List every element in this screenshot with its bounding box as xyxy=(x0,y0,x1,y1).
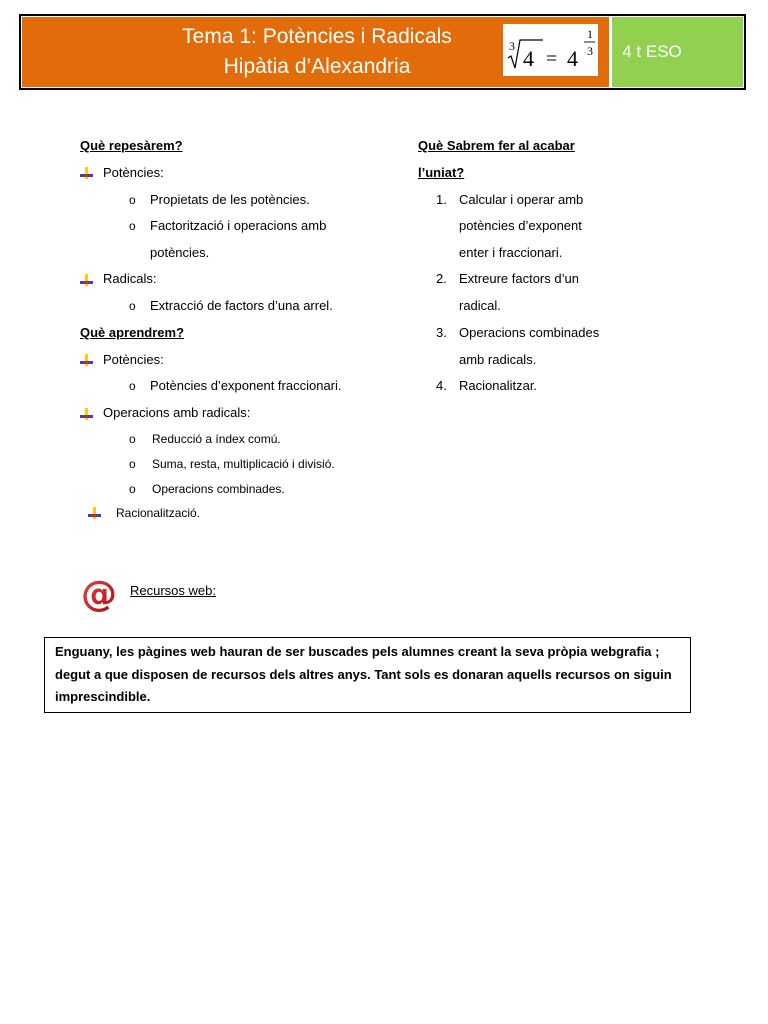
learn-subitem: Operacions combinades. xyxy=(152,482,285,496)
learn-item-label: Potències: xyxy=(103,352,164,367)
bullet-icon xyxy=(80,274,93,286)
formula-equals: = xyxy=(546,48,558,70)
page-title: Tema 1: Potències i Radicals xyxy=(182,25,452,48)
web-resources-link[interactable]: Recursos web: xyxy=(130,583,216,598)
goals-heading-cont: l’uniat? xyxy=(418,165,465,180)
circle-bullet: o xyxy=(129,219,136,233)
formula-radicand: 4 xyxy=(523,46,534,71)
bullet-icon xyxy=(80,408,93,420)
learn-subitem: Reducció a índex comú. xyxy=(152,432,281,446)
learn-item-label: Racionalització. xyxy=(116,506,201,520)
circle-bullet: o xyxy=(129,299,136,313)
goal-text: radical. xyxy=(459,298,501,313)
grade-label: 4 t ESO xyxy=(622,42,682,61)
circle-bullet: o xyxy=(129,193,136,207)
at-sign-glyph: @ xyxy=(81,576,117,612)
review-item-label: Radicals: xyxy=(103,271,157,286)
goals-heading: Què Sabrem fer al acabar xyxy=(418,138,575,153)
goal-number: 4. xyxy=(436,378,447,393)
bullet-icon xyxy=(80,354,93,366)
note-line: degut a que disposen de recursos dels altres anys. Tant sols es donaran aquells recursos on siguin xyxy=(55,666,672,682)
circle-bullet: o xyxy=(129,457,136,471)
page-subtitle: Hipàtia d’Alexandria xyxy=(223,55,411,78)
learn-item-label: Operacions amb radicals: xyxy=(103,405,251,420)
bullet-icon xyxy=(80,167,93,179)
note-line: imprescindible. xyxy=(55,689,151,704)
goal-text: potències d’exponent xyxy=(459,218,582,233)
formula-base: 4 xyxy=(567,46,578,71)
review-subitem: Extracció de factors d’una arrel. xyxy=(150,298,333,313)
goal-number: 3. xyxy=(436,325,447,340)
formula-image xyxy=(503,24,598,76)
goal-text: Operacions combinades xyxy=(459,325,600,340)
bullet-icon xyxy=(88,507,101,519)
review-subitem: potències. xyxy=(150,245,210,260)
formula-root-index: 3 xyxy=(509,39,515,53)
formula-exp-num: 1 xyxy=(587,27,593,41)
goal-number: 2. xyxy=(436,271,447,286)
goal-text: Extreure factors d’un xyxy=(459,271,579,286)
at-sign-icon xyxy=(80,576,118,617)
note-box xyxy=(44,637,691,713)
review-item-label: Potències: xyxy=(103,165,164,180)
review-subitem: Propietats de les potències. xyxy=(150,192,310,207)
circle-bullet: o xyxy=(129,482,136,496)
goal-number: 1. xyxy=(436,192,447,207)
goal-text: amb radicals. xyxy=(459,352,537,367)
goal-text: enter i fraccionari. xyxy=(459,245,563,260)
goal-text: Racionalitzar. xyxy=(459,378,538,393)
circle-bullet: o xyxy=(129,379,136,393)
learn-heading: Què aprendrem? xyxy=(80,325,185,340)
formula-exp-den: 3 xyxy=(587,44,593,58)
learn-subitem: Potències d’exponent fraccionari. xyxy=(150,378,342,393)
circle-bullet: o xyxy=(129,432,136,446)
learn-subitem: Suma, resta, multiplicació i divisió. xyxy=(152,457,335,471)
review-subitem: Factorització i operacions amb xyxy=(150,218,327,233)
goal-text: Calcular i operar amb xyxy=(459,192,584,207)
note-line: Enguany, les pàgines web hauran de ser buscades pels alumnes creant la seva pròpia webgrafia ; xyxy=(55,644,660,659)
review-heading: Què repesàrem? xyxy=(80,138,183,153)
